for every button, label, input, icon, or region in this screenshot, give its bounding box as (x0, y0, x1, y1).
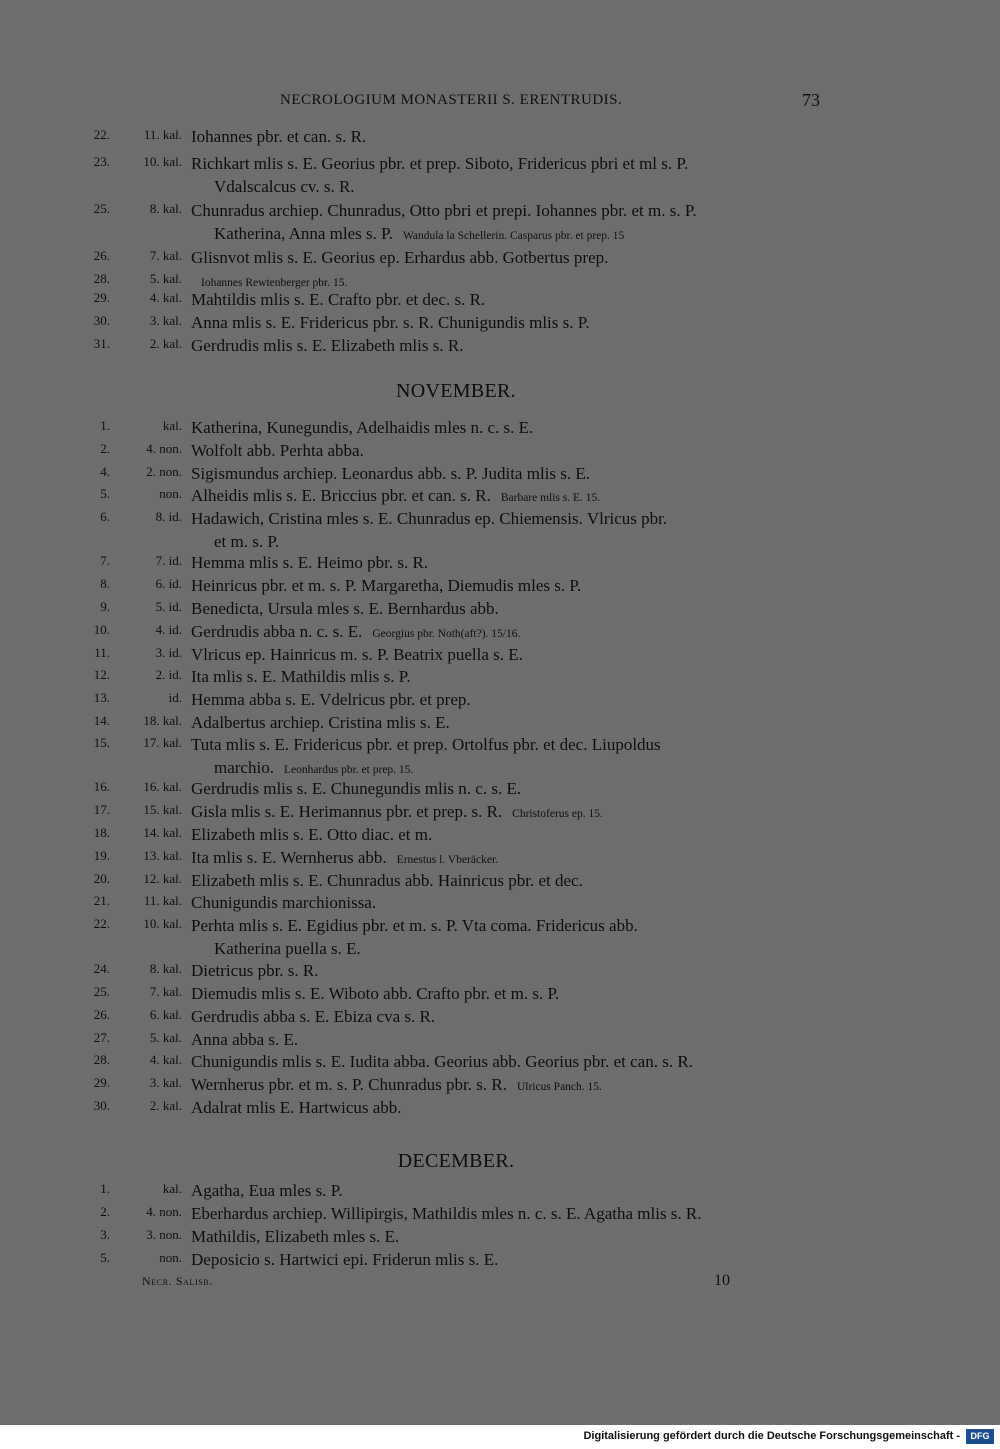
entry-date-reckoning: 15. kal. (143, 802, 182, 817)
entry-continuation-main: Vdalscalcus cv. s. R. (214, 177, 355, 196)
entry-text (191, 271, 347, 291)
entry-day: 24. (93, 961, 110, 976)
entry-day: 23. (93, 154, 110, 169)
month-heading-november: NOVEMBER. (396, 380, 516, 402)
page-number: 73 (802, 90, 820, 110)
entry-day: 19. (93, 848, 110, 863)
entry-date-reckoning: 11. kal. (143, 127, 182, 142)
entry-date-reckoning: 4. id. (155, 622, 182, 637)
entry-main-text: Elizabeth mlis s. E. Chunradus abb. Hainricus pbr. et dec. (191, 871, 583, 890)
entry-later-addition: Christoferus ep. 15. (512, 808, 603, 820)
entry-text (191, 779, 521, 799)
entry-text (191, 645, 523, 665)
entry-text (191, 509, 667, 529)
entry-day: 25. (93, 984, 110, 999)
entry-text (191, 576, 581, 596)
entry-day: 29. (93, 290, 110, 305)
entry-date-reckoning: 4. non. (146, 441, 182, 456)
entry-main-text: Elizabeth mlis s. E. Otto diac. et m. (191, 825, 433, 844)
entry-date-reckoning: 3. id. (155, 645, 182, 660)
entry-main-text: Adalrat mlis E. Hartwicus abb. (191, 1098, 402, 1117)
entry-day: 17. (93, 802, 110, 817)
entry-text (191, 127, 366, 147)
entry-text (191, 1227, 399, 1247)
entry-continuation-text (214, 177, 355, 197)
entry-text (191, 735, 661, 755)
entry-text (191, 1181, 343, 1201)
entry-day: 3. (100, 1227, 110, 1242)
entry-date-reckoning: kal. (162, 418, 182, 433)
entry-date-reckoning: 3. non. (146, 1227, 182, 1242)
entry-day: 20. (93, 871, 110, 886)
entry-date-reckoning: 6. kal. (149, 1007, 182, 1022)
entry-day: 5. (100, 1250, 110, 1265)
entry-main-text: Diemudis mlis s. E. Wiboto abb. Crafto pbr. et m. s. P. (191, 984, 560, 1003)
entry-day: 1. (100, 1181, 110, 1196)
entry-date-reckoning: 5. kal. (149, 1030, 182, 1045)
entry-text (191, 893, 376, 913)
entry-main-text: Anna mlis s. E. Fridericus pbr. s. R. Chunigundis mlis s. P. (191, 313, 590, 332)
entry-date-reckoning: 2. non. (146, 464, 182, 479)
entry-text (191, 1075, 602, 1095)
entry-day: 13. (93, 690, 110, 705)
entry-text (191, 290, 485, 310)
entry-continuation-text (214, 532, 279, 552)
entry-date-reckoning: 5. id. (155, 599, 182, 614)
entry-text (191, 848, 498, 868)
entry-day: 27. (93, 1030, 110, 1045)
entry-text (191, 336, 463, 356)
entry-text (191, 1098, 402, 1118)
entry-continuation-text (214, 939, 361, 959)
entry-continuation-text (214, 224, 624, 244)
entry-later-addition: Iohannes Rewtenberger pbr. 15. (201, 277, 348, 289)
entry-date-reckoning: 14. kal. (143, 825, 182, 840)
entry-day: 30. (93, 1098, 110, 1113)
entry-day: 26. (93, 1007, 110, 1022)
entry-main-text: Hemma abba s. E. Vdelricus pbr. et prep. (191, 690, 471, 709)
entry-date-reckoning: 13. kal. (143, 848, 182, 863)
entry-text (191, 961, 319, 981)
entry-day: 5. (100, 486, 110, 501)
entry-day: 8. (100, 576, 110, 591)
entry-later-addition: Ulricus Panch. 15. (516, 1081, 602, 1093)
dfg-funding-bar (0, 1425, 1000, 1449)
entry-main-text: Iohannes pbr. et can. s. R. (191, 127, 367, 146)
entry-main-text: Gerdrudis mlis s. E. Chunegundis mlis n. c. s. E. (191, 779, 522, 798)
entry-text (191, 418, 533, 438)
entry-continuation-main: et m. s. P. (214, 532, 280, 551)
entry-day: 9. (100, 599, 110, 614)
entry-text (191, 553, 428, 573)
entry-text (191, 825, 432, 845)
entry-main-text: Chunigundis mlis s. E. Iudita abba. Georius abb. Georius pbr. et can. s. R. (191, 1052, 693, 1071)
entry-date-reckoning: 4. kal. (149, 290, 182, 305)
entry-date-reckoning: 17. kal. (143, 735, 182, 750)
entry-day: 16. (93, 779, 110, 794)
entry-continuation-main: marchio. (214, 758, 274, 777)
entry-main-text: Richkart mlis s. E. Georius pbr. et prep. Siboto, Fridericus pbri et ml s. P. (191, 154, 689, 173)
entry-date-reckoning: 2. id. (155, 667, 182, 682)
entry-text (191, 313, 590, 333)
entry-day: 30. (93, 313, 110, 328)
entry-date-reckoning: 3. kal. (149, 313, 182, 328)
entry-day: 11. (94, 645, 110, 660)
entry-date-reckoning: 5. kal. (149, 271, 182, 286)
entry-date-reckoning: 6. id. (155, 576, 182, 591)
entry-later-addition: Barbare mlis s. E. 15. (500, 492, 601, 504)
entry-day: 15. (93, 735, 110, 750)
entry-main-text: Glisnvot mlis s. E. Georius ep. Erhardus abb. Gotbertus prep. (191, 248, 609, 267)
entry-day: 28. (93, 271, 110, 286)
entry-date-reckoning: 16. kal. (143, 779, 182, 794)
entry-text (191, 690, 471, 710)
entry-text (191, 441, 364, 461)
entry-date-reckoning: 7. kal. (149, 984, 182, 999)
entry-main-text: Hemma mlis s. E. Heimo pbr. s. R. (191, 553, 429, 572)
entry-date-reckoning: 12. kal. (143, 871, 182, 886)
entry-day: 14. (93, 713, 110, 728)
entry-main-text: Katherina, Kunegundis, Adelhaidis mles n. c. s. E. (191, 418, 534, 437)
entry-day: 10. (93, 622, 110, 637)
entry-date-reckoning: 8. kal. (149, 201, 182, 216)
entry-text (191, 802, 603, 822)
entry-day: 6. (100, 509, 110, 524)
entry-main-text: Wolfolt abb. Perhta abba. (191, 441, 364, 460)
entry-text (191, 1204, 702, 1224)
entry-date-reckoning: 7. kal. (149, 248, 182, 263)
entry-main-text: Hadawich, Cristina mles s. E. Chunradus ep. Chiemensis. Vlricus pbr. (191, 509, 668, 528)
entry-date-reckoning: 8. id. (155, 509, 182, 524)
entry-main-text: Mathildis, Elizabeth mles s. E. (191, 1227, 400, 1246)
entry-main-text: Mahtildis mlis s. E. Crafto pbr. et dec. s. R. (191, 290, 486, 309)
entry-main-text: Chunigundis marchionissa. (191, 893, 377, 912)
entry-date-reckoning: non. (159, 486, 182, 501)
entry-text (191, 916, 638, 936)
entry-text (191, 1250, 498, 1270)
entry-main-text: Chunradus archiep. Chunradus, Otto pbri et prepi. Iohannes pbr. et m. s. P. (191, 201, 697, 220)
entry-day: 28. (93, 1052, 110, 1067)
entry-text (191, 622, 520, 642)
entry-text (191, 1030, 298, 1050)
entry-text (191, 871, 583, 891)
entry-date-reckoning: 4. kal. (149, 1052, 182, 1067)
entry-text (191, 154, 688, 174)
entry-date-reckoning: non. (159, 1250, 182, 1265)
entry-main-text: Alheidis mlis s. E. Briccius pbr. et can. s. R. (191, 486, 491, 505)
dfg-funding-text: Digitalisierung gefördert durch die Deutsche Forschungsgemeinschaft - (583, 1430, 960, 1442)
entry-day: 31. (93, 336, 110, 351)
entry-main-text: Heinricus pbr. et m. s. P. Margaretha, Diemudis mles s. P. (191, 576, 582, 595)
entry-text (191, 464, 590, 484)
entry-main-text: Ita mlis s. E. Wernherus abb. (191, 848, 387, 867)
entry-text (191, 201, 697, 221)
entry-date-reckoning: 2. kal. (149, 336, 182, 351)
entry-main-text: Dietricus pbr. s. R. (191, 961, 319, 980)
entry-date-reckoning: 2. kal. (149, 1098, 182, 1113)
month-heading-december: DECEMBER. (397, 1150, 515, 1172)
footer-sheet-number: 10 (714, 1272, 730, 1289)
entry-date-reckoning: id. (168, 690, 182, 705)
entry-main-text: Agatha, Eua mles s. P. (191, 1181, 343, 1200)
entry-main-text: Adalbertus archiep. Cristina mlis s. E. (191, 713, 450, 732)
entry-date-reckoning: 4. non. (146, 1204, 182, 1219)
entry-main-text: Wernherus pbr. et m. s. P. Chunradus pbr. s. R. (191, 1075, 507, 1094)
entry-main-text: Anna abba s. E. (191, 1030, 299, 1049)
entry-main-text: Benedicta, Ursula mles s. E. Bernhardus abb. (191, 599, 499, 618)
entry-day: 2. (100, 441, 110, 456)
entry-day: 22. (93, 127, 110, 142)
entry-day: 21. (93, 893, 110, 908)
dfg-logo: DFG (966, 1429, 994, 1444)
entry-text (191, 713, 450, 733)
entry-day: 25. (93, 201, 110, 216)
entry-main-text: Ita mlis s. E. Mathildis mlis s. P. (191, 667, 411, 686)
entry-text (191, 248, 608, 268)
entry-day: 4. (100, 464, 110, 479)
entry-date-reckoning: kal. (162, 1181, 182, 1196)
entry-continuation-text (214, 758, 413, 778)
entry-date-reckoning: 7. id. (155, 553, 182, 568)
entry-text (191, 667, 411, 687)
entry-later-addition: Ernestus l. Vberäcker. (396, 854, 499, 866)
entry-main-text: Gerdrudis abba n. c. s. E. (191, 622, 363, 641)
entry-main-text: Sigismundus archiep. Leonardus abb. s. P. Judita mlis s. E. (191, 464, 591, 483)
entry-day: 12. (93, 667, 110, 682)
entry-main-text: Deposicio s. Hartwici epi. Friderun mlis s. E. (191, 1250, 499, 1269)
running-header: NECROLOGIUM MONASTERII S. ERENTRUDIS. (280, 92, 623, 108)
entry-main-text: Perhta mlis s. E. Egidius pbr. et m. s. P. Vta coma. Fridericus abb. (191, 916, 638, 935)
entry-text (191, 1052, 693, 1072)
entry-day: 26. (93, 248, 110, 263)
entry-day: 22. (93, 916, 110, 931)
entry-date-reckoning: 11. kal. (143, 893, 182, 908)
entry-later-addition: Wandula la Schellerin. Casparus pbr. et prep. 15 (402, 230, 625, 242)
entry-day: 18. (93, 825, 110, 840)
footer-signature: Necr. Salisb. (142, 1274, 213, 1288)
entry-day: 1. (100, 418, 110, 433)
entry-text (191, 599, 499, 619)
entry-day: 2. (100, 1204, 110, 1219)
entry-text (191, 486, 600, 506)
entry-main-text: Tuta mlis s. E. Fridericus pbr. et prep. Ortolfus pbr. et dec. Liupoldus (191, 735, 661, 754)
entry-day: 29. (93, 1075, 110, 1090)
entry-day: 7. (100, 553, 110, 568)
entry-date-reckoning: 18. kal. (143, 713, 182, 728)
entry-text (191, 1007, 435, 1027)
entry-text (191, 984, 559, 1004)
entry-later-addition: Leonhardus pbr. et prep. 15. (283, 764, 414, 776)
entry-date-reckoning: 10. kal. (143, 916, 182, 931)
entry-date-reckoning: 10. kal. (143, 154, 182, 169)
entry-main-text: Gerdrudis abba s. E. Ebiza cva s. R. (191, 1007, 436, 1026)
entry-continuation-main: Katherina puella s. E. (214, 939, 361, 958)
entry-main-text: Vlricus ep. Hainricus m. s. P. Beatrix puella s. E. (191, 645, 523, 664)
entry-date-reckoning: 3. kal. (149, 1075, 182, 1090)
entry-continuation-main: Katherina, Anna mles s. P. (214, 224, 393, 243)
entry-main-text: Eberhardus archiep. Willipirgis, Mathildis mles n. c. s. E. Agatha mlis s. R. (191, 1204, 702, 1223)
entry-main-text: Gisla mlis s. E. Herimannus pbr. et prep. s. R. (191, 802, 503, 821)
entry-date-reckoning: 8. kal. (149, 961, 182, 976)
entry-later-addition: Georgius pbr. Noth(aft?). 15/16. (372, 628, 521, 640)
entry-main-text: Gerdrudis mlis s. E. Elizabeth mlis s. R. (191, 336, 464, 355)
